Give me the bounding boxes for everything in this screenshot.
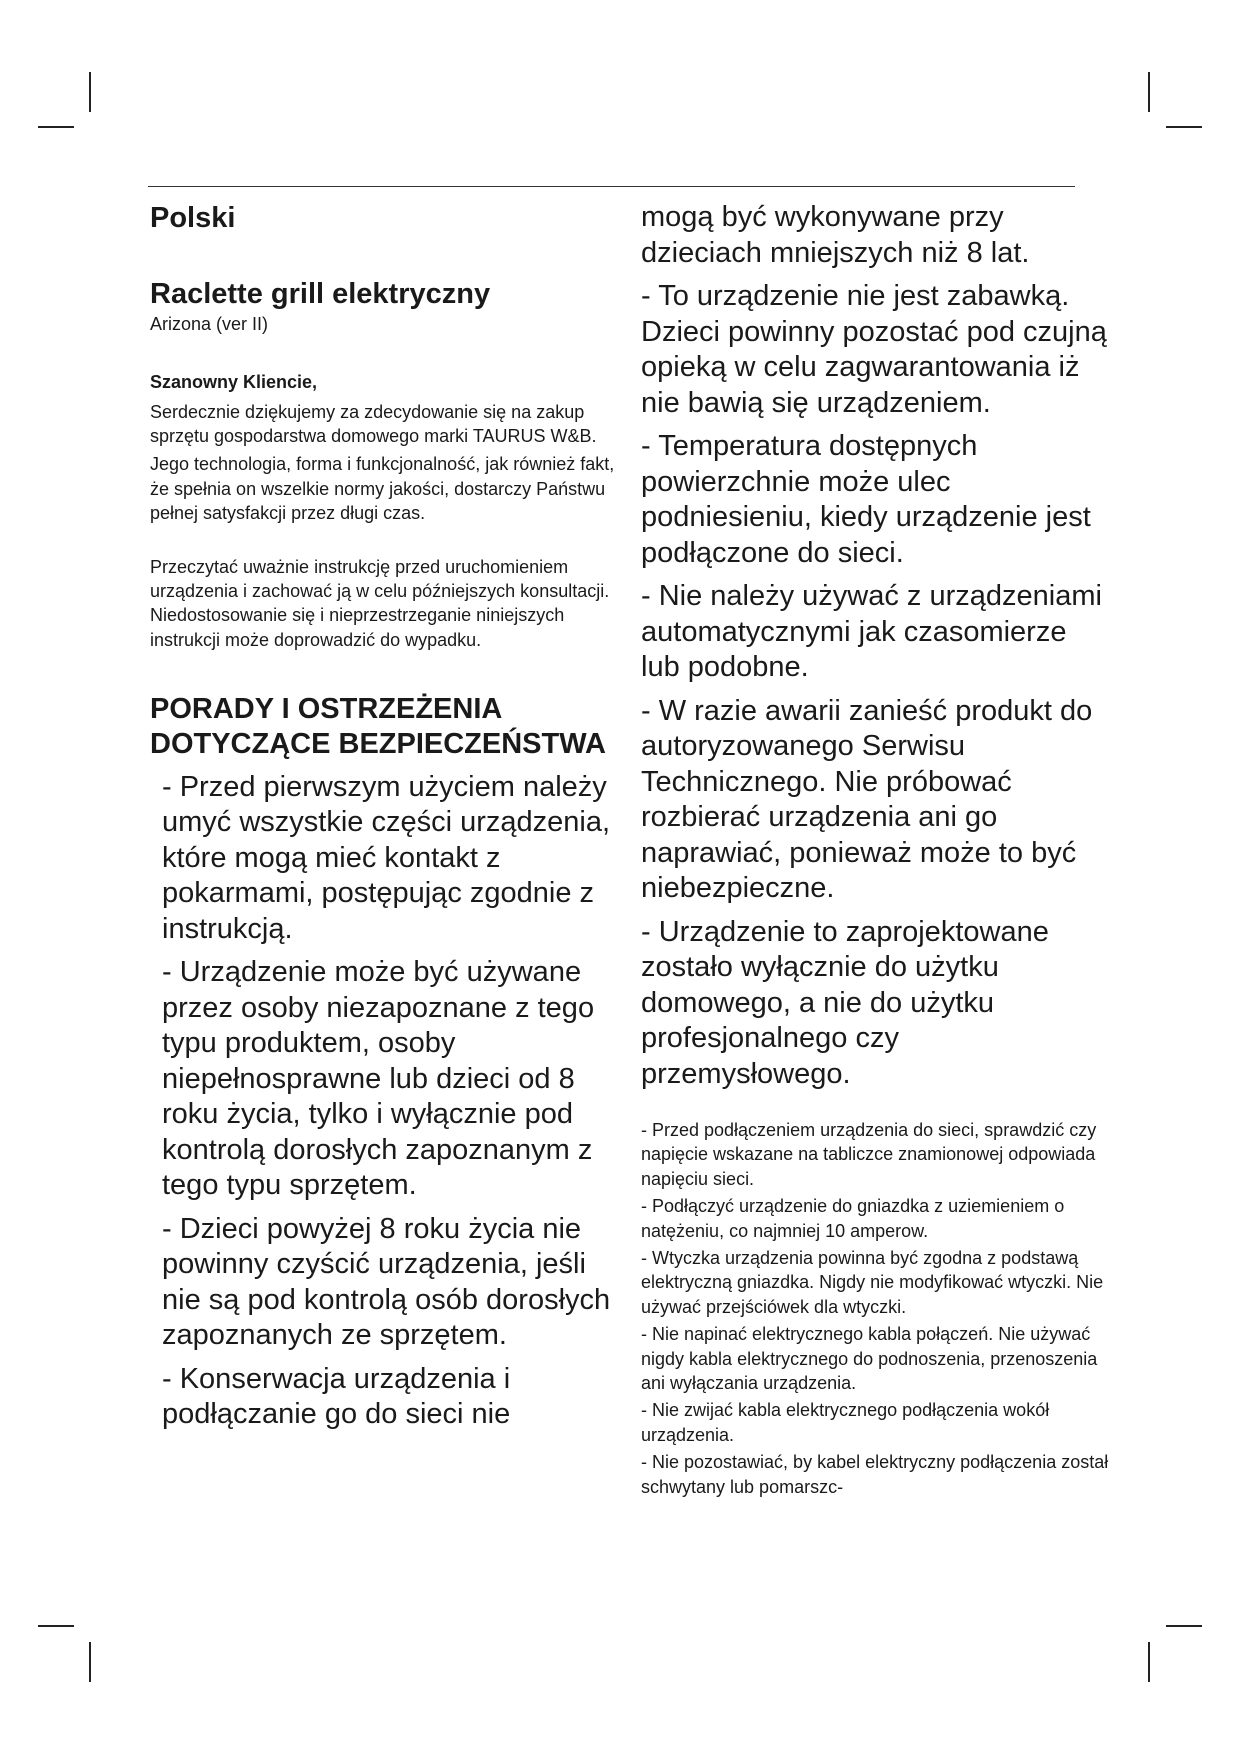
safety-item: - Dzieci powyżej 8 roku życia nie powinny czyścić urządzenia, jeśli nie są pod kontrolą osób dorosłych zapoznanych ze sprzętem. <box>162 1212 611 1352</box>
product-title: Raclette grill elektryczny <box>150 278 491 310</box>
safety-item: - Konserwacja urządzenia i podłączanie go do sieci nie <box>162 1362 511 1431</box>
electrical-safety-item: - Nie zwijać kabla elektrycznego podłączenia wokół urządzenia. <box>641 1400 1050 1445</box>
left-column <box>150 200 620 1441</box>
intro-paragraph: Jego technologia, forma i funkcjonalność, jak również fakt, że spełnia on wszelkie normy jakości, dostarczy Państwu pełnej satysfakcji przez długi czas. <box>150 454 615 523</box>
electrical-safety-item: - Przed podłączeniem urządzenia do sieci, sprawdzić czy napięcie wskazane na tabliczce znamionowej odpowiada napięciu sieci. <box>641 1120 1097 1189</box>
intro-paragraph: Serdecznie dziękujemy za zdecydowanie się na zakup sprzętu gospodarstwa domowego marki TAURUS W&B. <box>150 402 597 447</box>
safety-item: - Nie należy używać z urządzeniami automatycznymi jak czasomierze lub podobne. <box>641 580 1102 683</box>
greeting: Szanowny Kliencie, <box>150 372 318 392</box>
electrical-safety-item: - Podłączyć urządzenie do gniazdka z uziemieniem o natężeniu, co najmniej 10 amperow. <box>641 1196 1065 1241</box>
intro-paragraph: Przeczytać uważnie instrukcję przed uruchomieniem urządzenia i zachować ją w celu późniejszych konsultacji. Niedostosowanie się i nieprzestrzeganie niniejszych instrukcji może doprowadzić do wypadku. <box>150 557 610 650</box>
crop-mark-bottom-right-vertical <box>1148 1642 1150 1682</box>
safety-item: - Urządzenie może być używane przez osoby niezapoznane z tego typu produktem, osoby niepełnosprawne lub dzieci od 8 roku życia, tylko i wyłącznie pod kontrolą dorosłych zapoznanym z tego typu sprzętem. <box>162 956 595 1202</box>
safety-heading: PORADY I OSTRZEŻENIA DOTYCZĄCE BEZPIECZEŃSTWA <box>150 692 606 760</box>
crop-mark-top-left-horizontal <box>38 126 74 128</box>
electrical-safety-item: - Wtyczka urządzenia powinna być zgodna z podstawą elektryczną gniazdka. Nigdy nie modyfikować wtyczki. Nie używać przejściówek dla wtyczki. <box>641 1248 1104 1317</box>
crop-mark-bottom-right-horizontal <box>1166 1625 1202 1627</box>
product-model: Arizona (ver II) <box>150 314 269 334</box>
crop-mark-bottom-left-horizontal <box>38 1625 74 1627</box>
header-rule <box>148 186 1075 187</box>
safety-item: - W razie awarii zanieść produkt do autoryzowanego Serwisu Technicznego. Nie próbować rozbierać urządzenia ani go naprawiać, ponieważ może to być niebezpieczne. <box>641 694 1093 904</box>
crop-mark-top-right-horizontal <box>1166 126 1202 128</box>
crop-mark-bottom-left-vertical <box>89 1642 91 1682</box>
crop-mark-top-right-vertical <box>1148 72 1150 112</box>
safety-item: - Temperatura dostępnych powierzchnie może ulec podniesieniu, kiedy urządzenie jest podłączone do sieci. <box>641 430 1091 569</box>
safety-item: - Przed pierwszym użyciem należy umyć wszystkie części urządzenia, które mogą mieć kontakt z pokarmami, postępując zgodnie z instrukcją. <box>162 770 611 945</box>
safety-item: - Urządzenie to zaprojektowane zostało wyłącznie do użytku domowego, a nie do użytku profesjonalnego czy przemysłowego. <box>641 915 1049 1090</box>
electrical-safety-item: - Nie napinać elektrycznego kabla połączeń. Nie używać nigdy kabla elektrycznego do podnoszenia, przenoszenia ani wyłączania urządzenia. <box>641 1324 1098 1394</box>
language-heading: Polski <box>150 202 236 234</box>
crop-mark-top-left-vertical <box>89 72 91 112</box>
right-column <box>641 200 1111 1502</box>
safety-item: mogą być wykonywane przy dzieciach mniejszych niż 8 lat. <box>641 201 1030 269</box>
safety-item: - To urządzenie nie jest zabawką. Dzieci powinny pozostać pod czujną opieką w celu zagwarantowania iż nie bawią się urządzeniem. <box>641 280 1107 419</box>
electrical-safety-item: - Nie pozostawiać, by kabel elektryczny podłączenia został schwytany lub pomarszc- <box>641 1452 1109 1497</box>
